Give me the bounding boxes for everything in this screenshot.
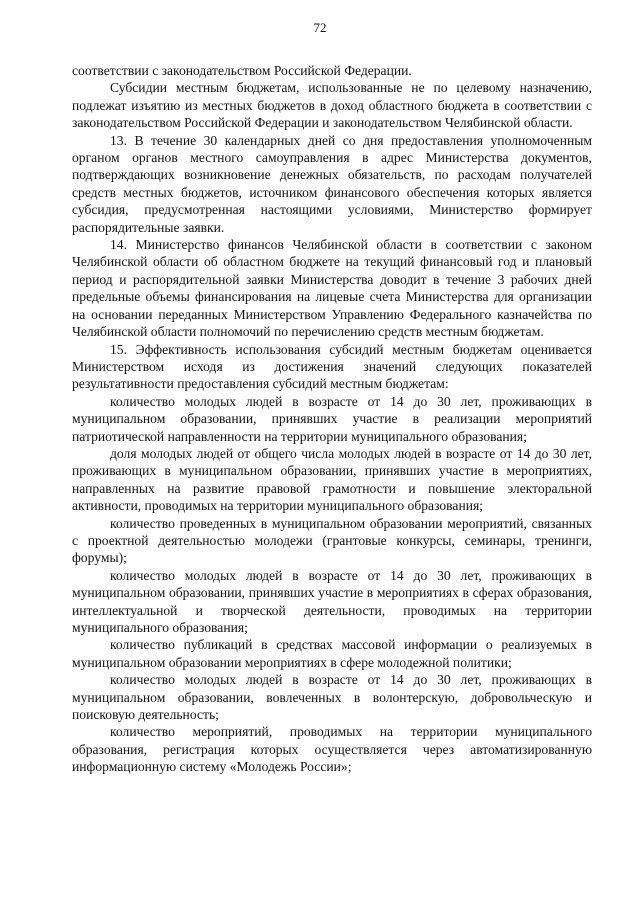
paragraph-subsidy-misuse: Субсидии местным бюджетам, использованные не по целевому назначению, подлежат изъятию из местных бюджетов в доход областного бюджета в соответствии с законодательством Российской Федерации и законодательством Челябинской области. [72, 80, 592, 131]
paragraph-item-14: 14. Министерство финансов Челябинской области в соответствии с законом Челябинской области об областном бюджете на текущий финансовый год и плановый период и распорядительной заявки Министерства доводит в течение 3 рабочих дней предельные объемы финансирования на лицевые счета Министерства для организации на основании переданных Министерством Управлению Федерального казначейства по Челябинской области полномочий по перечислению средств местным бюджетам. [72, 237, 592, 340]
indicator-education-creative-participation: количество молодых людей в возрасте от 14 до 30 лет, проживающих в муниципальном образовании, принявших участие в мероприятиях в сферах образования, интеллектуальной и творческой деятельности, проводимых на территории муниципального образования; [72, 567, 592, 635]
paragraph-continuation: соответствии с законодательством Российской Федерации. [72, 63, 412, 78]
page-number: 72 [313, 20, 327, 35]
paragraph-item-13: 13. В течение 30 календарных дней со дня предоставления уполномоченным органом органов местного самоуправления в адрес Министерства документов, подтверждающих возникновение денежных обязательств, по расходам получателей средств местных бюджетов, источником финансового обеспечения которых является субсидия, предусмотренная настоящими условиями, Министерство формирует распорядительные заявки. [72, 132, 592, 235]
indicator-ais-registered-events: количество мероприятий, проводимых на территории муниципального образования, регистрация которых осуществляется через автоматизированную информационную систему «Молодежь России»; [72, 724, 592, 775]
paragraph-item-15: 15. Эффективность использования субсидий местным бюджетам оценивается Министерством исходя из достижения значений следующих показателей результативности предоставления субсидий местным бюджетам: [72, 341, 592, 392]
indicator-project-activity-events: количество проведенных в муниципальном образовании мероприятий, связанных с проектной деятельностью молодежи (грантовые конкурсы, семинары, тренинги, форумы); [72, 515, 592, 566]
indicator-legal-literacy-share: доля молодых людей от общего числа молодых людей в возрасте от 14 до 30 лет, проживающих в муниципальном образовании, принявших участие в мероприятиях, направленных на развитие правовой грамотности и повышение электоральной активности, проводимых на территории муниципального образования; [72, 445, 592, 514]
indicator-patriotic-events: количество молодых людей в возрасте от 14 до 30 лет, проживающих в муниципальном образовании, принявших участие в реализации мероприятий патриотической направленности на территории муниципального образования; [72, 393, 592, 444]
document-body [72, 62, 592, 776]
indicator-media-publications: количество публикаций в средствах массовой информации о реализуемых в муниципальном образовании мероприятиях в сфере молодежной политики; [72, 637, 592, 670]
indicator-volunteer-involvement: количество молодых людей в возрасте от 14 до 30 лет, проживающих в муниципальном образовании, вовлеченных в волонтерскую, добровольческую и поисковую деятельность; [72, 672, 592, 723]
